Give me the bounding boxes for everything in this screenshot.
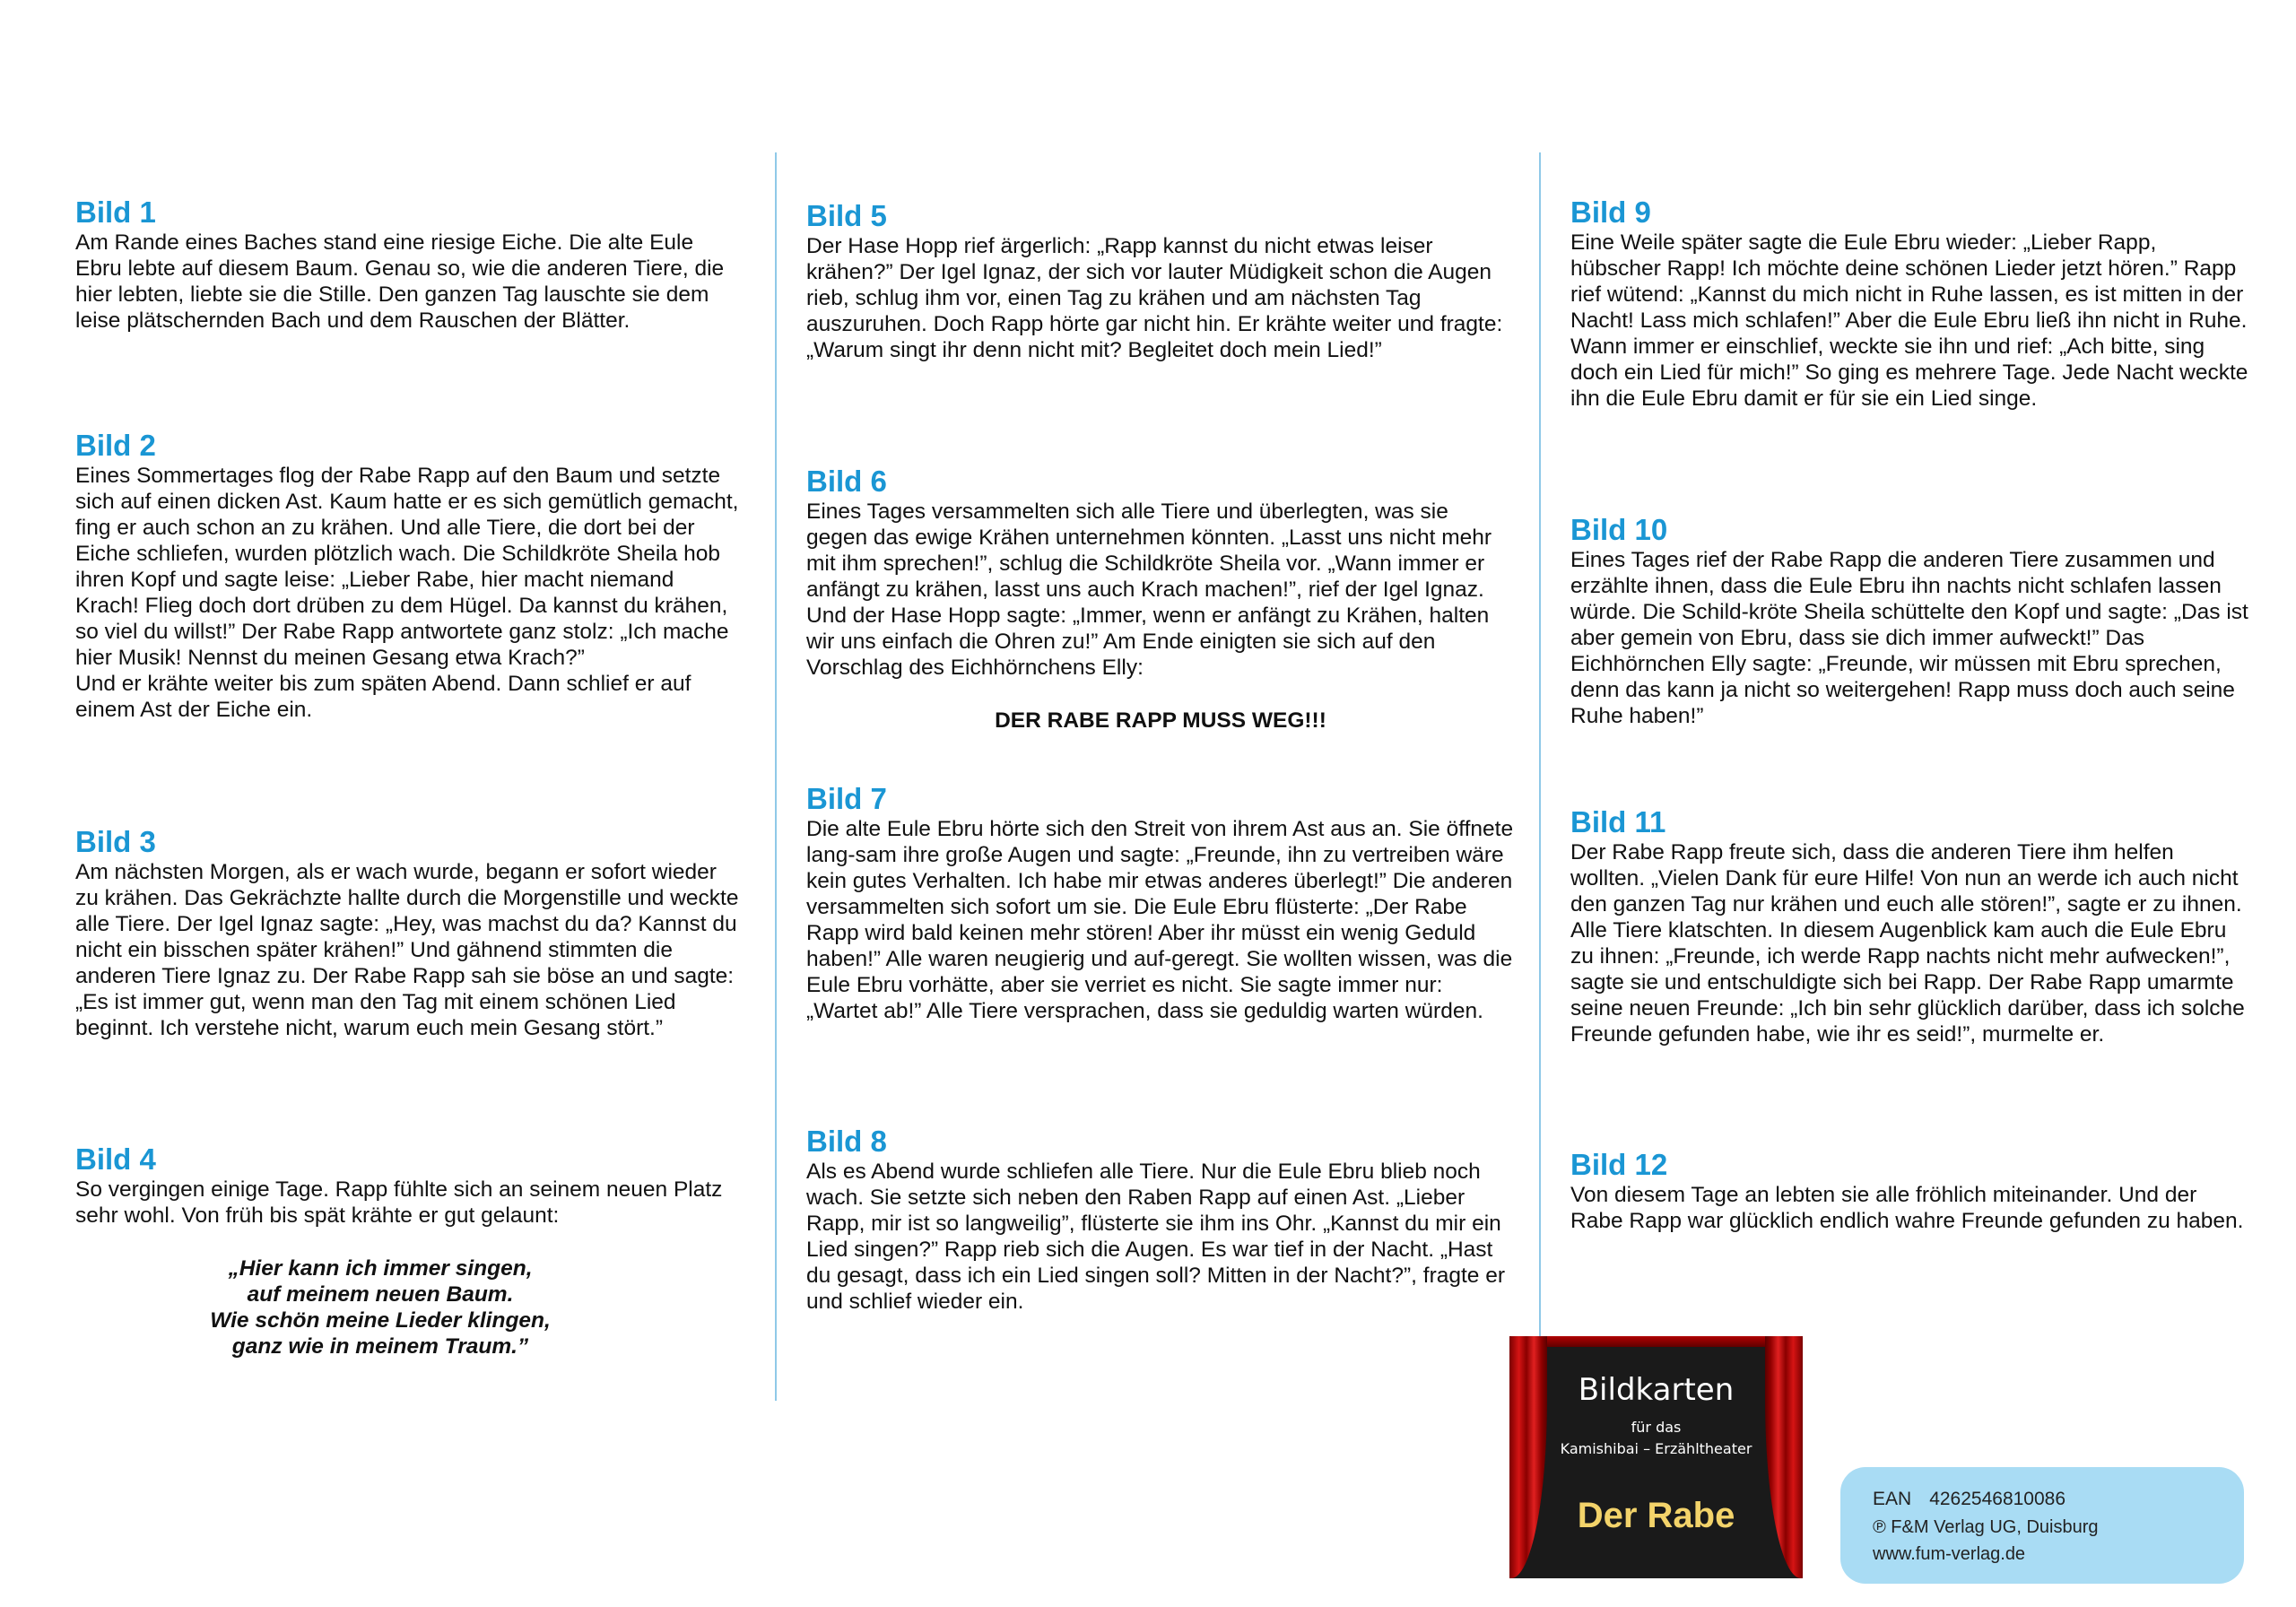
column-divider [1539,152,1541,1336]
publisher-info-box [1840,1467,2244,1584]
section-text: Von diesem Tage an lebten sie alle fröhlich miteinander. Und der Rabe Rapp war glücklich endlich wahre Freunde gefunden zu haben. [1570,1183,2244,1233]
section-title: Bild 10 [1570,513,1668,546]
section-text: Eines Sommertages flog der Rabe Rapp auf den Baum und setzte sich auf einen dicken Ast. Kaum hatte er es sich gemütlich gemacht, fing er auch schon an zu krähen. Und alle Tiere, die dort bei der Eiche schliefen, wurden plötzlich wach. Die Schildkröte Sheila hob ihren Kopf und sagte leise: „Lieber Rabe, hier macht niemand Krach! Flieg doch dort drüben zu dem Hügel. Da kannst du krähen, so viel du willst!” Der Rabe Rapp antwortete ganz stolz: „Ich mache hier Musik! Nennst du meinen Gesang etwa Krach?” Und er krähte weiter bis zum späten Abend. Dann schlief er auf einem Ast der Eiche ein. [75,464,739,722]
section-bild-2 [75,429,739,723]
section-text: Eine Weile später sagte die Eule Ebru wieder: „Lieber Rapp, hübscher Rapp! Ich möchte deine schönen Lieder jetzt hören.” Rapp rief wütend: „Kannst du mich nicht in Ruhe lassen, es ist mitten in der Nacht! Lass mich schlafen!” Aber die Eule Ebru ließ ihn nicht in Ruhe. Wann immer er einschlief, weckte sie ihn und rief: „Ach bitte, sing doch ein Lied für mich!” So ging es mehrere Tage. Jede Nacht weckte ihn die Eule Ebru damit er für sie ein Lied singe. [1570,230,2248,411]
section-bild-7 [806,782,1515,1024]
cover-title: Bildkarten [1578,1372,1735,1408]
section-bild-3 [75,825,739,1041]
section-title: Bild 7 [806,782,887,815]
section-text: So vergingen einige Tage. Rapp fühlte sich an seinem neuen Platz sehr wohl. Von früh bis spät krähte er gut gelaunt: [75,1177,723,1228]
section-bild-4 [75,1142,739,1359]
section-bild-6 [806,465,1515,734]
section-bild-1 [75,195,739,334]
ean-line [1873,1489,2066,1510]
section-title: Bild 6 [806,465,887,498]
section-text: Als es Abend wurde schliefen alle Tiere. Nur die Eule Ebru blieb noch wach. Sie setzte sich neben den Raben Rapp auf einen Ast. „Lieber Rapp, mir ist so langweilig”, flüsterte sie ihm ins Ohr. „Kannst du mir ein Lied singen?” Rapp rieb sich die Augen. Es war tief in der Nacht. „Hast du gesagt, dass ich ein Lied singen soll? Mitten in der Nacht?”, fragte er und schlief wieder ein. [806,1160,1505,1314]
cover-subtitle: Kamishibai – Erzähltheater [1560,1440,1752,1457]
section-text: Eines Tages rief der Rabe Rapp die anderen Tiere zusammen und erzählte ihnen, dass die Eule Ebru ihn nachts nicht schlafen lassen würde. Die Schild-kröte Sheila schüttelte den Kopf und sagte: „Das ist aber gemein von Ebru, dass sie dich immer aufweckt!” Das Eichhörnchen Elly sagte: „Freunde, wir müssen mit Ebru sprechen, denn das kann ja nicht so weitergehen! Rapp muss doch auch seine Ruhe haben!” [1570,548,2248,728]
cover-subtitle: für das [1631,1419,1682,1436]
section-text: Die alte Eule Ebru hörte sich den Streit von ihrem Ast aus an. Sie öffnete lang-sam ihre große Augen und sagte: „Freunde, ihn zu vertreiben wäre kein gutes Verhalten. Ich habe mir etwas anderes überlegt!” Die anderen versammelten sich sofort um sie. Die Eule Ebru flüsterte: „Der Rabe Rapp wird bald keinen mehr stören! Aber ihr müsst ein wenig Geduld haben!” Alle waren neugierig und auf-geregt. Sie wollten wissen, was die Eule Ebru vorhätte, aber sie verriet es nicht. Sie sagte immer nur: „Wartet ab!” Alle Tiere versprachen, dass sie geduldig warten würden. [806,817,1514,1023]
cover-name: Der Rabe [1577,1496,1735,1535]
cover-thumbnail [1509,1336,1803,1578]
poem: „Hier kann ich immer singen, auf meinem neuen Baum. Wie schön meine Lieder klingen, ganz wie in meinem Traum.” [210,1256,551,1359]
curtain-valance [1509,1336,1803,1347]
publisher-website: www.fum-verlag.de [1873,1544,2026,1564]
publisher-name: ℗ F&M Verlag UG, Duisburg [1873,1517,2099,1537]
ean-label: EAN [1873,1489,1912,1509]
section-bild-12 [1570,1148,2252,1234]
section-text: Der Hase Hopp rief ärgerlich: „Rapp kannst du nicht etwas leiser krähen?” Der Igel Ignaz, der sich vor lauter Müdigkeit schon die Augen rieb, schlug ihm vor, einen Tag zu krähen und am nächsten Tag auszuruhen. Doch Rapp hörte gar nicht hin. Er krähte weiter und fragte: „Warum singt ihr denn nicht mit? Begleitet doch mein Lied!” [806,234,1503,362]
ean-value: 4262546810086 [1929,1489,2066,1509]
section-bild-10 [1570,513,2252,729]
section-title: Bild 8 [806,1125,887,1158]
column-divider [775,152,777,1401]
section-text: Der Rabe Rapp freute sich, dass die anderen Tiere ihm helfen wollten. „Vielen Dank für eure Hilfe! Von nun an werde ich auch nicht den ganzen Tag nur krähen und euch alle stören!”, sagte er zu ihnen. Alle Tiere klatschten. In diesem Augenblick kam auch die Eule Ebru zu ihnen: „Freunde, ich werde Rapp nachts nicht mehr aufwecken!”, sagte sie und entschuldigte sich bei Rapp. Der Rabe Rapp umarmte seine neuen Freunde: „Ich bin sehr glücklich darüber, dass ich solche Freunde gefunden habe, wie ihr es seid!”, murmelte er. [1570,840,2245,1047]
section-text: Am nächsten Morgen, als er wach wurde, begann er sofort wieder zu krähen. Das Gekrächzte hallte durch die Morgenstille und weckte alle Tiere. Der Igel Ignaz sagte: „Hey, was machst du da? Kannst du nicht ein bisschen später krähen!” Und gähnend stimmten die anderen Tiere Ignaz zu. Der Rabe Rapp sah sie böse an und sagte: „Es ist immer gut, wenn man den Tag mit einem schönen Lied beginnt. Ich verstehe nicht, warum euch mein Gesang stört.” [75,860,739,1040]
section-title: Bild 3 [75,825,156,858]
section-title: Bild 12 [1570,1148,1668,1181]
section-title: Bild 5 [806,199,887,232]
section-bild-8 [806,1125,1515,1315]
section-bild-5 [806,199,1515,363]
section-bild-11 [1570,805,2252,1047]
section-title: Bild 9 [1570,195,1651,229]
section-title: Bild 11 [1570,805,1666,838]
section-text: Am Rande eines Baches stand eine riesige Eiche. Die alte Eule Ebru lebte auf diesem Baum. Genau so, wie die anderen Tiere, die hier lebten, liebte sie die Stille. Den ganzen Tag lauschte sie dem leise plätschernden Bach und dem Rauschen der Blätter. [75,230,725,333]
section-text: Eines Tages versammelten sich alle Tiere und überlegten, was sie gegen das ewige Krähen unternehmen könnten. „Lasst uns nicht mehr mit ihm sprechen!”, schlug die Schildkröte Sheila vor. „Wann immer er anfängt zu krähen, lasst uns auch Krach machen!”, rief der Igel Ignaz. Und der Hase Hopp sagte: „Immer, wenn er anfängt zu Krähen, halten wir uns einfach die Ohren zu!” Am Ende einigten sie sich auf den Vorschlag des Eichhörnchens Elly: [806,499,1492,680]
section-title: Bild 1 [75,195,156,229]
section-title: Bild 4 [75,1142,156,1176]
section-title: Bild 2 [75,429,156,462]
section-bild-9 [1570,195,2252,412]
shout-line: DER RABE RAPP MUSS WEG!!! [995,708,1326,733]
